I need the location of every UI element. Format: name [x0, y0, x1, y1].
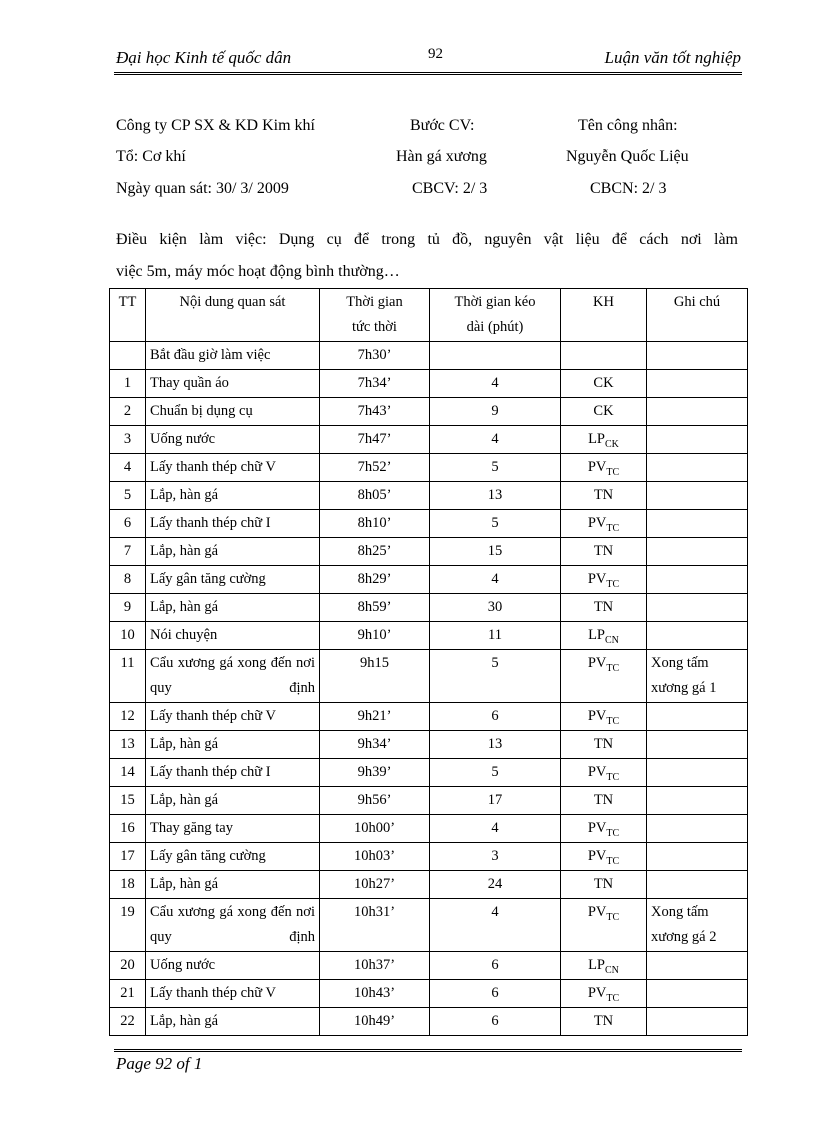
- cell-content: Lắp, hàn gá: [146, 787, 320, 815]
- cell-kh: TN: [561, 594, 647, 622]
- cell-kh: $LP_{CK}$: [561, 426, 647, 454]
- cell-tt: 14: [110, 759, 146, 787]
- cell-time: 9h39’: [320, 759, 430, 787]
- cbcv-grade: CBCV: 2/ 3: [412, 180, 488, 197]
- cell-tt: 10: [110, 622, 146, 650]
- cell-kh: TN: [561, 787, 647, 815]
- cell-duration: 6: [430, 980, 561, 1008]
- cell-kh: $LP_{CN}$: [561, 952, 647, 980]
- cell-duration: 4: [430, 566, 561, 594]
- worker-label: Tên công nhân:: [578, 117, 678, 134]
- cell-time: 7h34’: [320, 370, 430, 398]
- table-row: [110, 622, 748, 650]
- cell-tt: 13: [110, 731, 146, 759]
- cell-time: 7h30’: [320, 342, 430, 370]
- footer-rule-double: [114, 1051, 742, 1052]
- cell-kh: CK: [561, 398, 647, 426]
- cell-content: Lắp, hàn gá: [146, 1008, 320, 1036]
- cell-tt: 15: [110, 787, 146, 815]
- cell-content: Lấy thanh thép chữ V: [146, 454, 320, 482]
- cell-content: Uống nước: [146, 426, 320, 454]
- cell-time: 7h47’: [320, 426, 430, 454]
- header-rule-double: [114, 74, 742, 75]
- table-row: [110, 980, 748, 1008]
- table-row: [110, 566, 748, 594]
- table-row: [110, 482, 748, 510]
- cell-content: Lấy thanh thép chữ V: [146, 703, 320, 731]
- cell-kh: $PV_{TC}$: [561, 454, 647, 482]
- cell-tt: 7: [110, 538, 146, 566]
- cell-time: 7h52’: [320, 454, 430, 482]
- cell-tt: [110, 342, 146, 370]
- cell-time: 10h27’: [320, 871, 430, 899]
- cell-tt: 1: [110, 370, 146, 398]
- cell-kh: TN: [561, 731, 647, 759]
- cell-note: [647, 510, 748, 538]
- cell-kh: $PV_{TC}$: [561, 510, 647, 538]
- cell-content: Lắp, hàn gá: [146, 482, 320, 510]
- cell-note: [647, 1008, 748, 1036]
- cell-time: 7h43’: [320, 398, 430, 426]
- cell-time: 9h34’: [320, 731, 430, 759]
- cell-time: 10h00’: [320, 815, 430, 843]
- cell-note: [647, 622, 748, 650]
- cell-note: [647, 370, 748, 398]
- cell-time: 9h10’: [320, 622, 430, 650]
- cell-duration: 5: [430, 510, 561, 538]
- cell-tt: 6: [110, 510, 146, 538]
- cell-note: [647, 398, 748, 426]
- cell-time: 8h59’: [320, 594, 430, 622]
- step-value: Hàn gá xương: [396, 148, 487, 165]
- cell-time: 10h31’: [320, 899, 430, 952]
- cell-tt: 12: [110, 703, 146, 731]
- table-row: [110, 650, 748, 703]
- cell-kh: $PV_{TC}$: [561, 899, 647, 952]
- cell-kh: TN: [561, 871, 647, 899]
- cell-time: 9h56’: [320, 787, 430, 815]
- col-header-note: Ghi chú: [647, 289, 748, 342]
- cell-tt: 17: [110, 843, 146, 871]
- cell-content: Thay quần áo: [146, 370, 320, 398]
- cell-duration: 15: [430, 538, 561, 566]
- cell-kh: [561, 342, 647, 370]
- cell-content: Lấy gân tăng cường: [146, 843, 320, 871]
- col-header-content: Nội dung quan sát: [146, 289, 320, 342]
- cell-note: [647, 342, 748, 370]
- cell-duration: 4: [430, 815, 561, 843]
- col-header-duration: Thời gian kéo dài (phút): [430, 289, 561, 342]
- observation-table: [109, 288, 748, 1036]
- cell-duration: [430, 342, 561, 370]
- cell-tt: 16: [110, 815, 146, 843]
- cell-tt: 4: [110, 454, 146, 482]
- table-row: [110, 731, 748, 759]
- cell-duration: 6: [430, 952, 561, 980]
- cell-duration: 13: [430, 731, 561, 759]
- cell-duration: 4: [430, 426, 561, 454]
- cell-content: Lấy gân tăng cường: [146, 566, 320, 594]
- cell-time: 8h29’: [320, 566, 430, 594]
- table-row: [110, 510, 748, 538]
- cell-kh: $PV_{TC}$: [561, 815, 647, 843]
- cell-time: 8h05’: [320, 482, 430, 510]
- header-rule: [114, 72, 742, 73]
- table-header-row: [110, 289, 748, 342]
- col-header-tt: TT: [110, 289, 146, 342]
- table-row: [110, 538, 748, 566]
- cell-content: Lắp, hàn gá: [146, 538, 320, 566]
- cell-kh: CK: [561, 370, 647, 398]
- cell-tt: 18: [110, 871, 146, 899]
- cell-note: [647, 787, 748, 815]
- conditions-line-2: việc 5m, máy móc hoạt động bình thường…: [116, 263, 400, 280]
- cell-tt: 11: [110, 650, 146, 703]
- cell-duration: 17: [430, 787, 561, 815]
- header-page-number: 92: [428, 46, 443, 62]
- header-thesis-title: Luận văn tốt nghiệp: [604, 48, 741, 67]
- cell-tt: 9: [110, 594, 146, 622]
- footer-rule: [114, 1049, 742, 1050]
- cell-content: Lắp, hàn gá: [146, 871, 320, 899]
- cell-note: [647, 815, 748, 843]
- cell-note: [647, 703, 748, 731]
- cell-tt: 8: [110, 566, 146, 594]
- table-row: [110, 787, 748, 815]
- cell-duration: 9: [430, 398, 561, 426]
- cell-note: [647, 482, 748, 510]
- cell-note: Xong tấm xương gá 1: [647, 650, 748, 703]
- cell-time: 8h10’: [320, 510, 430, 538]
- cell-kh: TN: [561, 538, 647, 566]
- cell-time: 10h37’: [320, 952, 430, 980]
- cell-note: [647, 731, 748, 759]
- cell-note: [647, 566, 748, 594]
- cell-content: Bắt đầu giờ làm việc: [146, 342, 320, 370]
- cell-note: [647, 871, 748, 899]
- table-row: [110, 759, 748, 787]
- cell-content: Nói chuyện: [146, 622, 320, 650]
- cell-duration: 30: [430, 594, 561, 622]
- table-row: [110, 398, 748, 426]
- cell-content: Cẩu xương gá xong đến nơi quy định: [146, 650, 320, 703]
- cell-duration: 13: [430, 482, 561, 510]
- cell-tt: 20: [110, 952, 146, 980]
- cell-note: [647, 952, 748, 980]
- table-row: [110, 594, 748, 622]
- cell-note: [647, 594, 748, 622]
- cell-tt: 3: [110, 426, 146, 454]
- page-header: [116, 46, 741, 70]
- cell-kh: TN: [561, 482, 647, 510]
- team-name: Tổ: Cơ khí: [116, 148, 186, 165]
- cell-duration: 6: [430, 703, 561, 731]
- cell-duration: 5: [430, 454, 561, 482]
- cell-content: Cẩu xương gá xong đến nơi quy định: [146, 899, 320, 952]
- cell-note: Xong tấm xương gá 2: [647, 899, 748, 952]
- cell-tt: 5: [110, 482, 146, 510]
- cell-time: 9h15: [320, 650, 430, 703]
- cell-content: Lấy thanh thép chữ V: [146, 980, 320, 1008]
- cell-kh: $PV_{TC}$: [561, 759, 647, 787]
- cell-note: [647, 454, 748, 482]
- table-body: [110, 342, 748, 1036]
- table-row: [110, 843, 748, 871]
- conditions-line-1: Điều kiện làm việc: Dụng cụ để trong tủ đồ, nguyên vật liệu để cách nơi làm: [116, 231, 738, 248]
- company-name: Công ty CP SX & KD Kim khí: [116, 117, 315, 134]
- cell-content: Lắp, hàn gá: [146, 594, 320, 622]
- page-footer: Page 92 of 1: [116, 1054, 203, 1073]
- cell-duration: 11: [430, 622, 561, 650]
- cell-duration: 4: [430, 370, 561, 398]
- step-label: Bước CV:: [410, 117, 475, 134]
- cell-content: Chuẩn bị dụng cụ: [146, 398, 320, 426]
- table-row: [110, 703, 748, 731]
- cell-duration: 24: [430, 871, 561, 899]
- cell-tt: 2: [110, 398, 146, 426]
- cell-time: 10h03’: [320, 843, 430, 871]
- cell-kh: $LP_{CN}$: [561, 622, 647, 650]
- cell-content: Uống nước: [146, 952, 320, 980]
- cell-tt: 19: [110, 899, 146, 952]
- observation-date: Ngày quan sát: 30/ 3/ 2009: [116, 180, 289, 197]
- col-header-kh: KH: [561, 289, 647, 342]
- cell-content: Thay găng tay: [146, 815, 320, 843]
- cell-kh: $PV_{TC}$: [561, 566, 647, 594]
- table-row: [110, 370, 748, 398]
- cbcn-grade: CBCN: 2/ 3: [590, 180, 667, 197]
- cell-kh: TN: [561, 1008, 647, 1036]
- cell-content: Lấy thanh thép chữ I: [146, 510, 320, 538]
- cell-note: [647, 980, 748, 1008]
- cell-duration: 5: [430, 650, 561, 703]
- cell-note: [647, 759, 748, 787]
- cell-duration: 6: [430, 1008, 561, 1036]
- cell-time: 10h49’: [320, 1008, 430, 1036]
- table-row: [110, 815, 748, 843]
- cell-duration: 4: [430, 899, 561, 952]
- cell-kh: $PV_{TC}$: [561, 703, 647, 731]
- table-row: [110, 952, 748, 980]
- cell-time: 8h25’: [320, 538, 430, 566]
- cell-note: [647, 538, 748, 566]
- worker-name: Nguyễn Quốc Liệu: [566, 148, 689, 165]
- table-row: [110, 426, 748, 454]
- cell-note: [647, 426, 748, 454]
- cell-duration: 5: [430, 759, 561, 787]
- working-conditions: [116, 224, 738, 288]
- header-university: Đại học Kinh tế quốc dân: [116, 48, 292, 67]
- table-row: [110, 899, 748, 952]
- cell-time: 10h43’: [320, 980, 430, 1008]
- table-row: [110, 1008, 748, 1036]
- cell-kh: $PV_{TC}$: [561, 650, 647, 703]
- cell-duration: 3: [430, 843, 561, 871]
- table-row: [110, 342, 748, 370]
- cell-time: 9h21’: [320, 703, 430, 731]
- cell-content: Lấy thanh thép chữ I: [146, 759, 320, 787]
- cell-tt: 22: [110, 1008, 146, 1036]
- cell-kh: $PV_{TC}$: [561, 843, 647, 871]
- cell-content: Lắp, hàn gá: [146, 731, 320, 759]
- cell-kh: $PV_{TC}$: [561, 980, 647, 1008]
- cell-note: [647, 843, 748, 871]
- cell-tt: 21: [110, 980, 146, 1008]
- table-row: [110, 454, 748, 482]
- table-row: [110, 871, 748, 899]
- col-header-time: Thời gian tức thời: [320, 289, 430, 342]
